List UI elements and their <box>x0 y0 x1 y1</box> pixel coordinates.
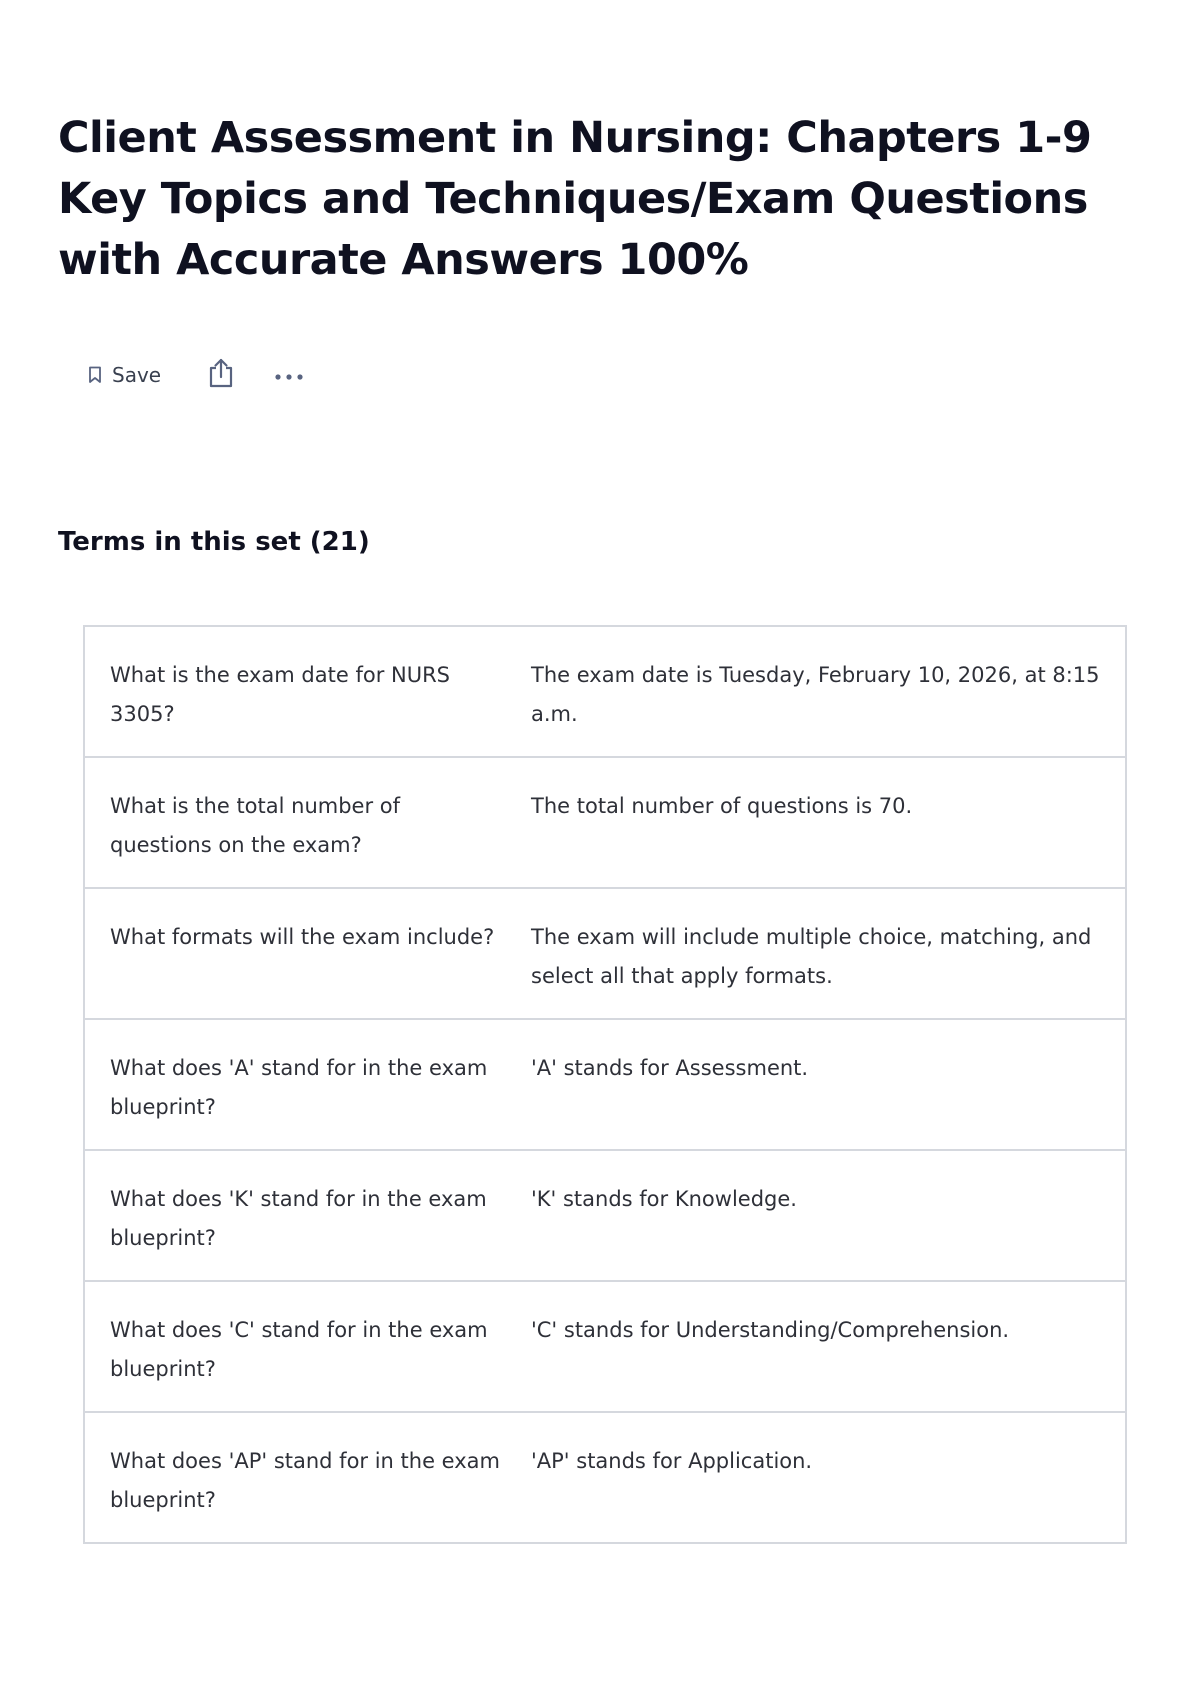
term-question: What does 'K' stand for in the exam blueprint? <box>110 1187 487 1250</box>
share-icon <box>207 357 235 393</box>
term-row <box>85 627 1125 756</box>
term-question: What formats will the exam include? <box>110 925 495 949</box>
term-question: What does 'AP' stand for in the exam blueprint? <box>110 1449 500 1512</box>
term-answer: 'A' stands for Assessment. <box>531 1056 809 1080</box>
save-button[interactable] <box>78 355 171 395</box>
bookmark-icon <box>88 366 102 384</box>
term-question: What does 'C' stand for in the exam blueprint? <box>110 1318 488 1381</box>
term-answer: The total number of questions is 70. <box>531 794 913 818</box>
page-title: Client Assessment in Nursing: Chapters 1-9 Key Topics and Techniques/Exam Questions with Accurate Answers 100% <box>58 113 1092 285</box>
more-options-button[interactable] <box>267 355 311 395</box>
share-button[interactable] <box>199 355 243 395</box>
term-row <box>85 1018 1125 1149</box>
term-answer: The exam will include multiple choice, matching, and select all that apply formats. <box>531 925 1092 988</box>
terms-heading: Terms in this set (21) <box>58 527 370 557</box>
term-answer: 'K' stands for Knowledge. <box>531 1187 797 1211</box>
term-row <box>85 1280 1125 1411</box>
more-options-icon <box>274 366 304 385</box>
term-question: What is the total number of questions on the exam? <box>110 794 401 857</box>
term-answer: 'AP' stands for Application. <box>531 1449 813 1473</box>
term-question: What is the exam date for NURS 3305? <box>110 663 450 726</box>
term-answer: The exam date is Tuesday, February 10, 2026, at 8:15 a.m. <box>531 663 1100 726</box>
term-row <box>85 1149 1125 1280</box>
term-row <box>85 756 1125 887</box>
terms-table <box>83 625 1127 1544</box>
term-question: What does 'A' stand for in the exam blueprint? <box>110 1056 488 1119</box>
term-answer: 'C' stands for Understanding/Comprehension. <box>531 1318 1010 1342</box>
action-bar <box>78 355 311 395</box>
term-row <box>85 1411 1125 1542</box>
term-row <box>85 887 1125 1018</box>
save-label: Save <box>112 363 162 387</box>
